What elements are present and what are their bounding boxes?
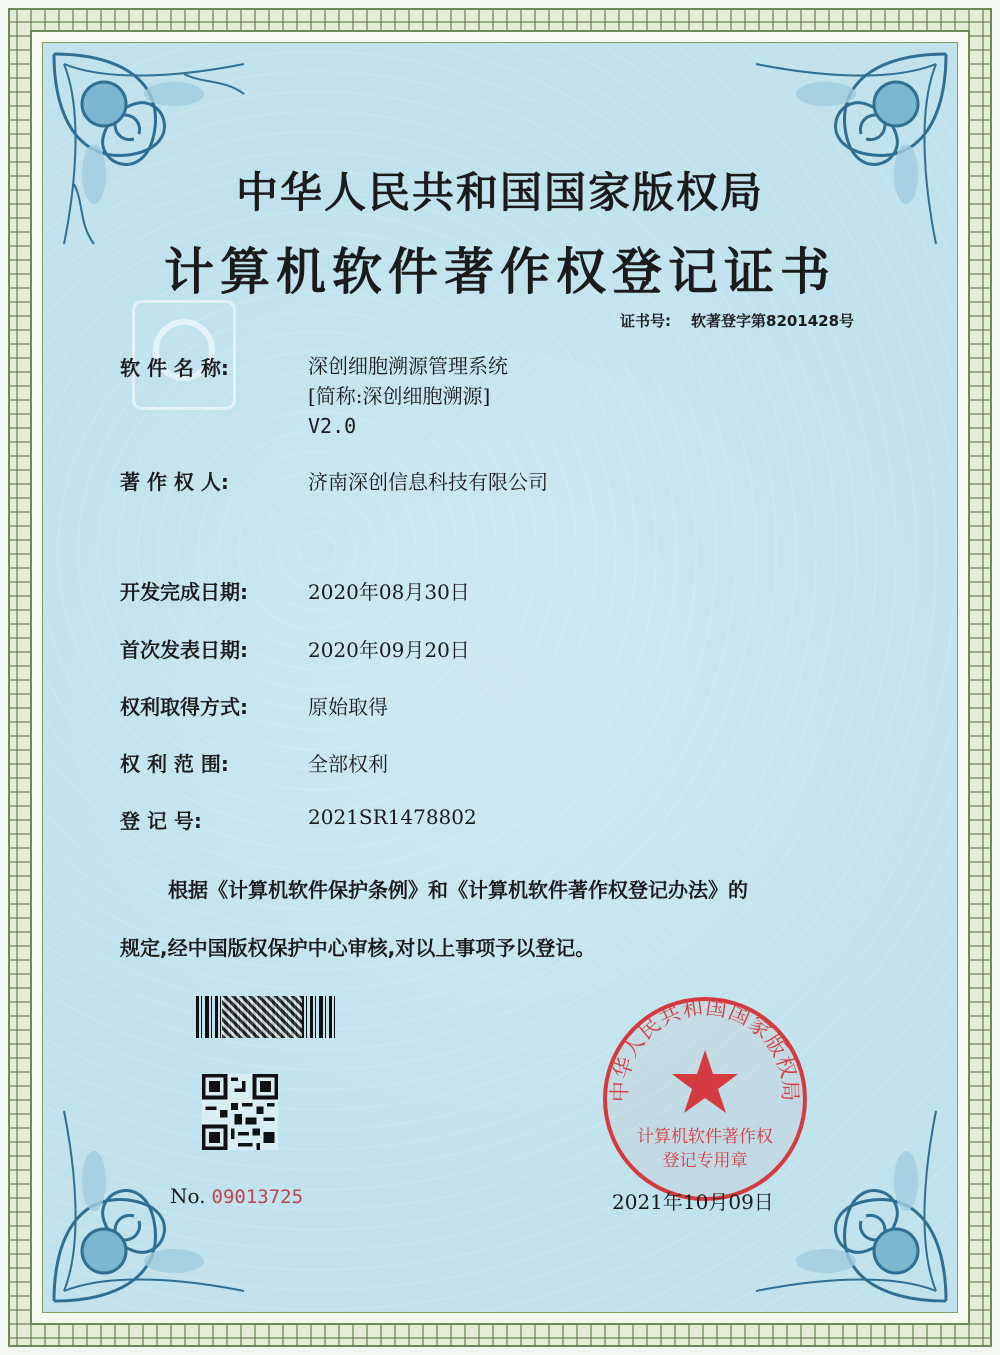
field-label: 权 利 范 围: <box>120 752 229 776</box>
software-version-line: V2.0 <box>308 414 357 438</box>
field-value: 全部权利 <box>308 752 388 776</box>
serial-number <box>170 1184 303 1208</box>
certificate-number <box>620 310 854 331</box>
field-value: 原始取得 <box>308 695 388 719</box>
certificate-number-label: 证书号: <box>620 312 671 330</box>
statement-line-2: 规定,经中国版权保护中心审核,对以上事项予以登记。 <box>120 936 596 960</box>
field-label: 著 作 权 人: <box>120 470 229 494</box>
field-label: 开发完成日期: <box>120 580 248 604</box>
serial-label: No. <box>170 1184 206 1208</box>
barcode-icon <box>196 996 336 1038</box>
field-value: 2020年09月20日 <box>308 638 470 662</box>
field-label: 权利取得方式: <box>120 695 248 719</box>
software-name-line: 深创细胞溯源管理系统 <box>308 354 508 378</box>
certificate-title: 计算机软件著作权登记证书 <box>164 243 836 301</box>
field-value: 2020年08月30日 <box>308 580 470 604</box>
seal-inner-line-1: 计算机软件著作权 <box>637 1127 773 1147</box>
seal-inner-line-2: 登记专用章 <box>662 1151 748 1171</box>
field-value <box>308 351 508 441</box>
field-value: 2021SR1478802 <box>308 805 477 829</box>
software-short-name-line: [简称:深创细胞溯源] <box>308 384 491 408</box>
statement-line-1: 根据《计算机软件保护条例》和《计算机软件著作权登记办法》的 <box>168 878 748 902</box>
official-seal-icon <box>600 994 810 1204</box>
issue-date: 2021年10月09日 <box>612 1190 774 1214</box>
serial-value: 09013725 <box>211 1186 304 1208</box>
field-value: 济南深创信息科技有限公司 <box>308 470 548 494</box>
issuer-title: 中华人民共和国国家版权局 <box>235 168 764 217</box>
field-label: 首次发表日期: <box>120 638 248 662</box>
field-label: 软 件 名 称: <box>120 356 229 380</box>
field-label: 登 记 号: <box>120 809 202 833</box>
qr-code-icon <box>202 1074 278 1150</box>
seal-outer-text: 中华人民共和国国家版权局 <box>607 994 803 1103</box>
certificate-number-value: 软著登字第8201428号 <box>691 312 855 330</box>
